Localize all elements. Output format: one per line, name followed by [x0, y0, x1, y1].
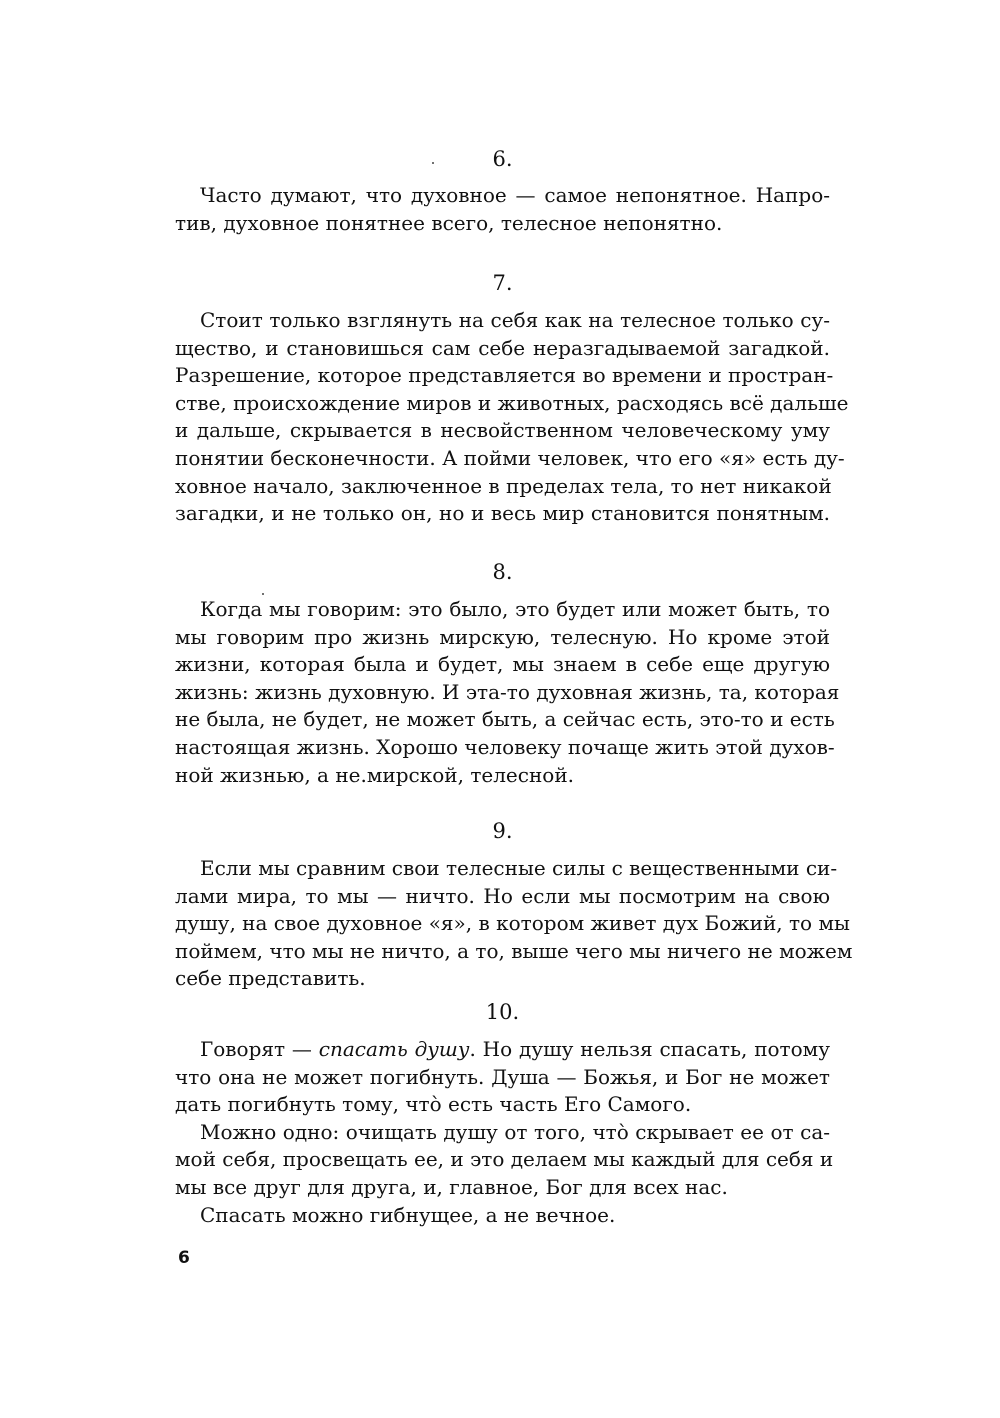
text-line: загадки, и не только он, но и весь мир становится понятным. [175, 501, 830, 526]
section-number-9: 9. [492, 819, 513, 843]
text-line: мой себя, просвещать ее, и это делаем мы каждый для себя и [175, 1147, 834, 1172]
text-line: Спасать можно гибнущее, а не вечное. [200, 1202, 616, 1227]
text-line: не была, не будет, не может быть, а сейчас есть, это-то и есть [175, 707, 835, 732]
text-line: душу, на свое духовное «я», в котором живет дух Божий, то мы [175, 911, 850, 936]
text-line: лами мира, то мы — ничто. Но если мы посмотрим на свою [175, 883, 830, 908]
print-speck [262, 593, 264, 595]
text-line: понятии бесконечности. А пойми человек, что его «я» есть ду- [175, 445, 845, 470]
section-number-8: 8. [492, 560, 513, 584]
text-line: стве, происхождение миров и животных, расходясь всё дальше [175, 390, 849, 415]
text-line: Стоит только взглянуть на себя как на телесное только су- [200, 308, 830, 332]
text-line: поймем, что мы не ничто, а то, выше чего мы ничего не можем [175, 938, 853, 963]
section-9-text [175, 855, 853, 993]
text-line: и дальше, скрывается в несвойственном человеческому уму [175, 418, 830, 443]
section-8-text [175, 596, 840, 789]
section-10-text [175, 1036, 834, 1229]
text-line: щество, и становишься сам себе неразгадываемой загадкой. [175, 335, 830, 360]
text-line: мы все друг для друга, и, главное, Бог для всех нас. [175, 1174, 728, 1199]
text-line: дать погибнуть тому, что̀ есть часть Его Самого. [175, 1092, 692, 1117]
text-line: тив, духовное понятнее всего, телесное непонятно. [175, 210, 723, 235]
text-line: мы говорим про жизнь мирскую, телесную. Но кроме этой [175, 624, 830, 649]
italic-phrase: спасать душу [318, 1037, 470, 1061]
text-line: Можно одно: очищать душу от того, что̀ скрывает ее от са- [200, 1119, 830, 1144]
text-line: ховное начало, заключенное в пределах тела, то нет никакой [175, 473, 832, 498]
section-6-text [175, 182, 830, 237]
page-number: 6 [178, 1248, 190, 1268]
text-line: себе представить. [175, 966, 366, 991]
text-line [175, 1036, 830, 1064]
section-7-text [175, 307, 849, 528]
text-line: что она не может погибнуть. Душа — Божья, и Бог не может [175, 1064, 830, 1089]
text-line: Часто думают, что духовное — самое непонятное. Напро- [200, 183, 830, 207]
text-fragment: Говорят — [200, 1037, 319, 1061]
text-line: Когда мы говорим: это было, это будет или может быть, то [200, 597, 830, 621]
section-number-7: 7. [492, 271, 513, 295]
text-line: ной жизнью, а не.мирской, телесной. [175, 762, 575, 787]
text-line: жизнь: жизнь духовную. И эта-то духовная жизнь, та, которая [175, 679, 840, 704]
text-fragment: . Но душу нельзя спасать, потому [469, 1037, 830, 1061]
section-number-10: 10. [485, 1000, 520, 1024]
text-line: Если мы сравним свои телесные силы с вещественными си- [200, 856, 838, 880]
text-line: настоящая жизнь. Хорошо человеку почаще жить этой духов- [175, 734, 835, 759]
section-number-6: 6. [492, 147, 513, 171]
text-line: Разрешение, которое представляется во времени и простран- [175, 363, 834, 388]
text-line: жизни, которая была и будет, мы знаем в себе еще другую [175, 652, 830, 677]
